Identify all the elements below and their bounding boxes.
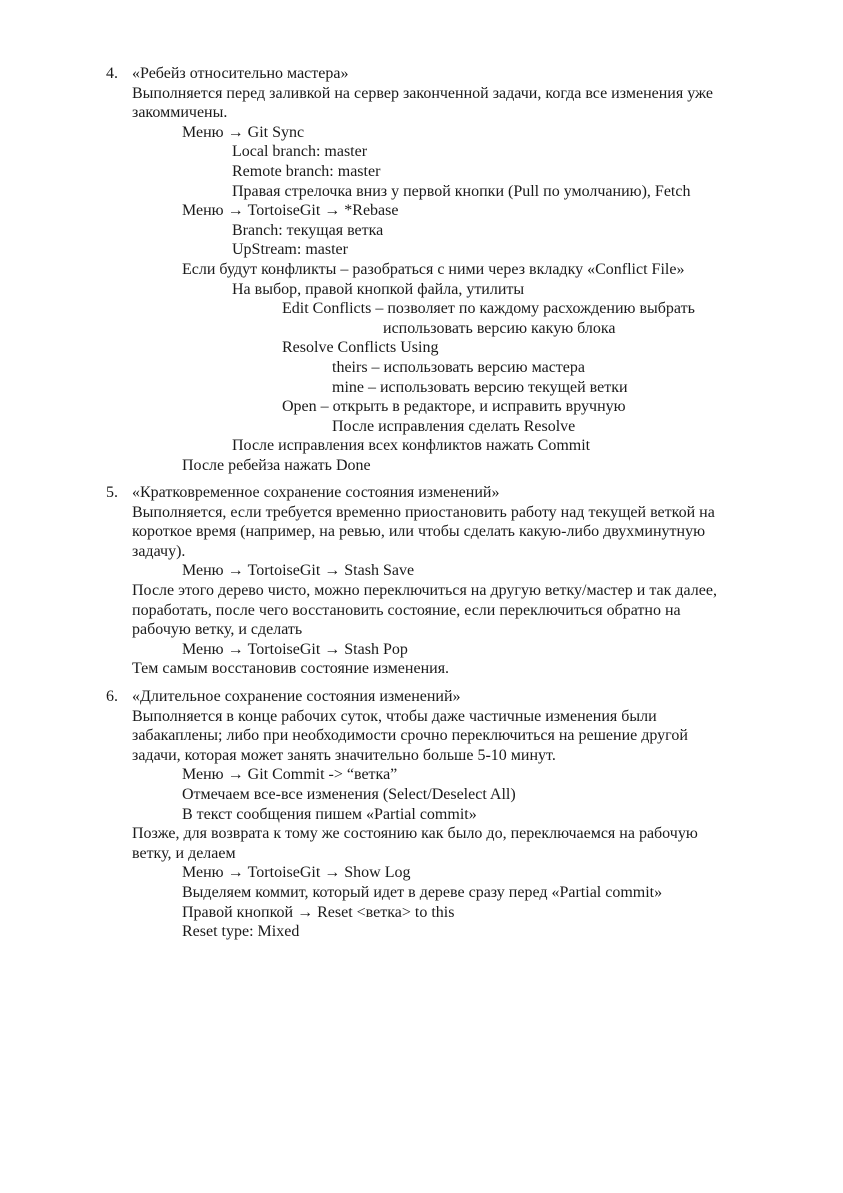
text-line: Правой кнопкой → Reset <ветка> to this [182, 903, 455, 921]
list-number: 6. [106, 688, 118, 705]
text-line: короткое время (например, на ревью, или чтобы сделать какую-либо двухминутную [132, 523, 706, 541]
text-line: После этого дерево чисто, можно переключиться на другую ветку/мастер и так далее, [132, 582, 717, 599]
section-title: «Кратковременное сохранение состояния изменений» [132, 484, 500, 501]
text-line: поработать, после чего восстановить состояние, если переключиться обратно на [132, 601, 681, 619]
text-line: После исправления всех конфликтов нажать Commit [232, 437, 591, 455]
text-line: задачи, которая может занять значительно больше 5-10 минут. [132, 746, 556, 764]
text-line: theirs – использовать версию мастера [332, 359, 585, 376]
text-line: забакаплены; либо при необходимости срочно переключиться на решение другой [132, 727, 688, 745]
text-line: Меню → TortoiseGit → Stash Save [182, 562, 415, 580]
text-line: Remote branch: master [232, 163, 381, 180]
text-line: Branch: текущая ветка [232, 221, 384, 239]
text-line: закоммичены. [132, 104, 228, 122]
text-line: Resolve Conflicts Using [282, 339, 439, 357]
text-line: Выполняется, если требуется временно приостановить работу над текущей веткой на [132, 503, 715, 521]
text-line: На выбор, правой кнопкой файла, утилиты [232, 280, 525, 298]
text-line: Отмечаем все-все изменения (Select/Deselect All) [182, 786, 516, 803]
text-line: Выполняется в конце рабочих суток, чтобы даже частичные изменения были [132, 707, 657, 725]
text-line: Меню → Git Commit -> “ветка” [182, 766, 398, 784]
text-line: Выполняется перед заливкой на сервер законченной задачи, когда все изменения уже [132, 84, 713, 102]
text-line: Edit Conflicts – позволяет по каждому расхождению выбрать [282, 300, 695, 318]
text-line: Выделяем коммит, который идет в дереве сразу перед «Partial commit» [182, 884, 663, 901]
text-line: Open – открыть в редакторе, и исправить вручную [282, 398, 626, 416]
text-line: Local branch: master [232, 143, 368, 161]
text-line: Reset type: Mixed [182, 923, 300, 941]
section-title: «Длительное сохранение состояния изменений» [132, 688, 461, 705]
text-line: После исправления сделать Resolve [332, 417, 576, 435]
text-line: задачу). [132, 542, 186, 560]
text-line: Тем самым восстановив состояние изменения. [132, 660, 450, 678]
text-line: Меню → TortoiseGit → *Rebase [182, 202, 399, 220]
text-line: Меню → Git Sync [182, 123, 305, 141]
text-line: В текст сообщения пишем «Partial commit» [182, 805, 477, 823]
section-title: «Ребейз относительно мастера» [132, 65, 349, 82]
list-number: 4. [106, 65, 118, 82]
text-line: ветку, и делаем [132, 844, 236, 862]
text-line: Позже, для возврата к тому же состоянию как было до, переключаемся на рабочую [132, 825, 698, 843]
text-line: Правая стрелочка вниз у первой кнопки (Pull по умолчанию), Fetch [232, 182, 691, 200]
text-line: Меню → TortoiseGit → Show Log [182, 864, 411, 882]
text-line: Меню → TortoiseGit → Stash Pop [182, 640, 408, 658]
text-line: использовать версию какую блока [383, 319, 616, 337]
text-line: После ребейза нажать Done [182, 457, 371, 474]
text-line: Если будут конфликты – разобраться с ними через вкладку «Conflict File» [182, 261, 685, 278]
text-line: UpStream: master [232, 241, 348, 259]
list-number: 5. [106, 484, 118, 501]
text-line: mine – использовать версию текущей ветки [332, 378, 628, 396]
text-line: рабочую ветку, и сделать [132, 621, 303, 639]
